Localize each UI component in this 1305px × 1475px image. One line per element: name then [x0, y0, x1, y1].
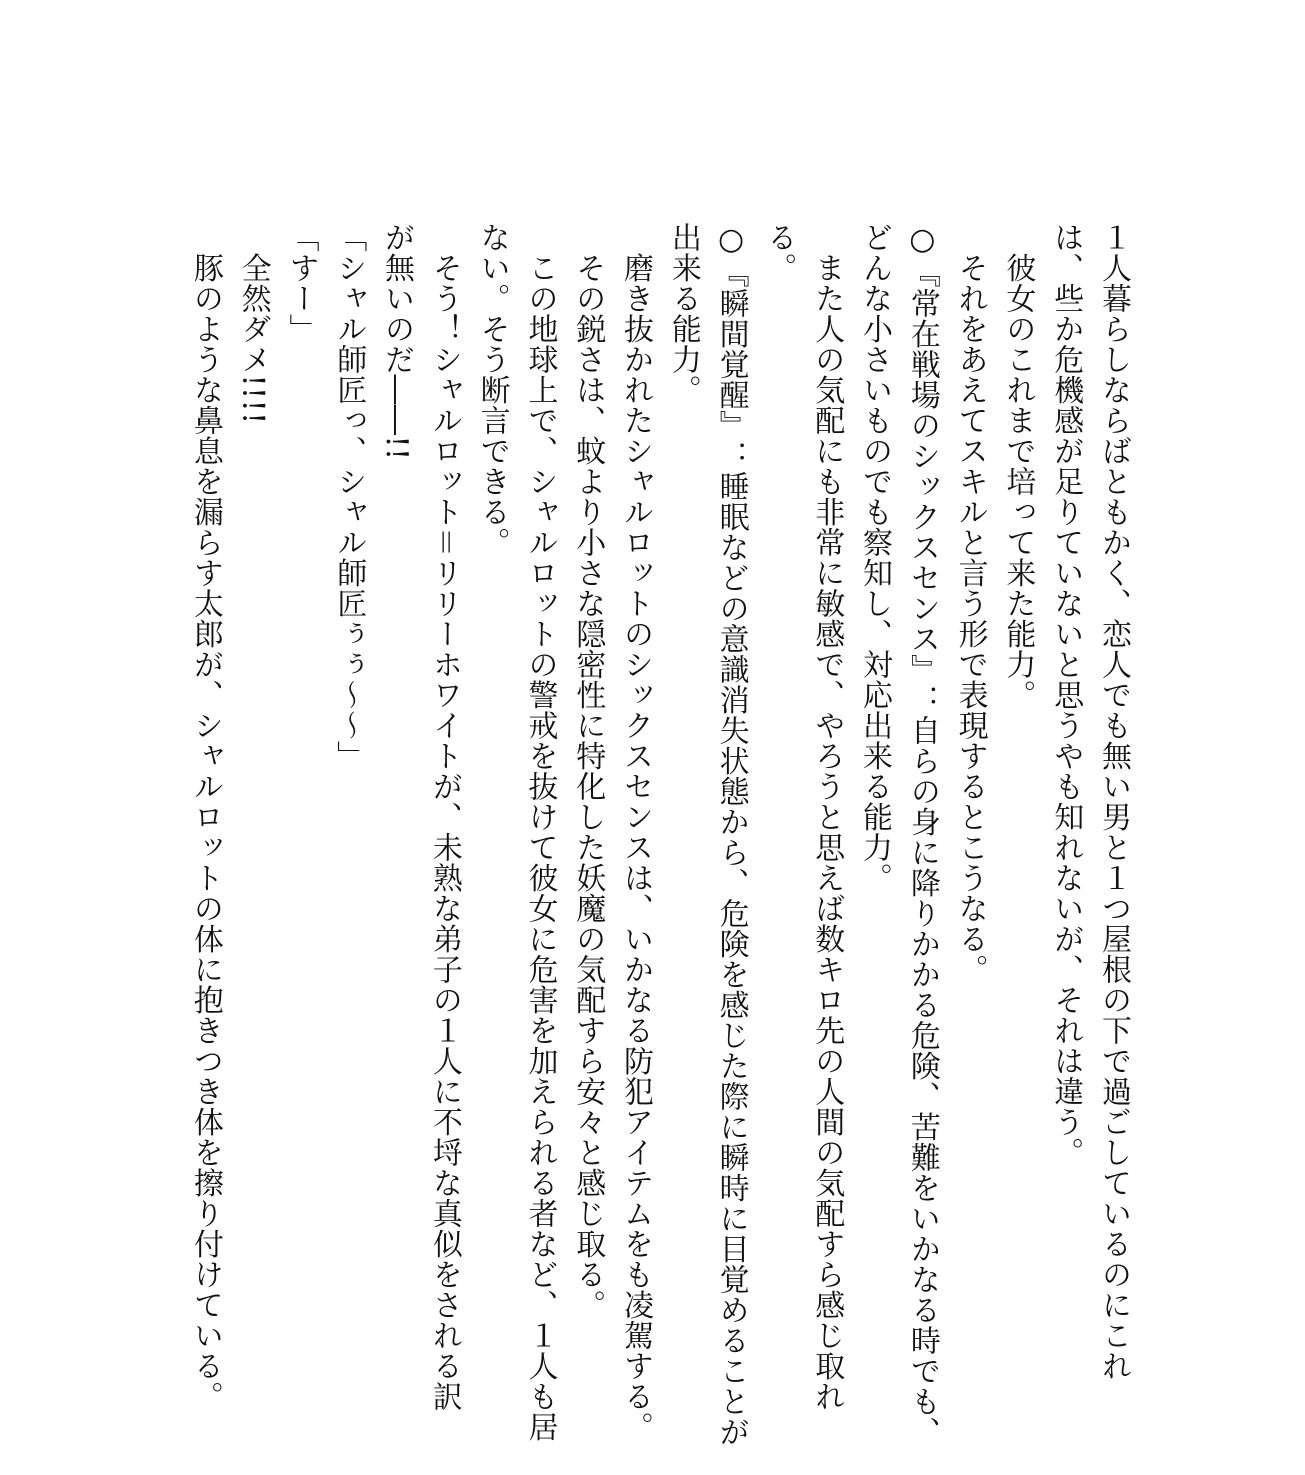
text-line: その鋭さは、蚊より小さな隠密性に特化した妖魔の気配すら安々と感じ取る。	[570, 222, 606, 1320]
text-line: は、些か危機感が足りていないと思うやも知れないが、それは違う。	[1048, 222, 1084, 1168]
text-line: そう！シャルロット＝リリーホワイトが、未熟な弟子の１人に不埒な真似をされる訳	[426, 222, 462, 1412]
text-line: る。	[761, 222, 797, 283]
text-line: どんな小さいものでも察知し、対応出来る能力。	[857, 222, 893, 893]
text-line: 豚のような鼻息を漏らす太郎が、シャルロットの体に抱きつき体を擦り付けている。	[187, 222, 223, 1412]
text-line: ない。そう断言できる。	[474, 222, 510, 558]
text-line: が無いのだ――!!	[379, 222, 415, 461]
text-line: この地球上で、シャルロットの警戒を抜けて彼女に危害を加えられる者など、１人も居	[522, 222, 558, 1442]
text-line: 「すー」	[283, 222, 319, 344]
text-line: 全然ダメ!!!!	[235, 222, 271, 425]
vertical-text-body	[181, 222, 1137, 1447]
text-line: ○『瞬間覚醒』：睡眠などの意識消失状態から、危険を感じた際に瞬時に目覚めることが	[713, 222, 749, 1447]
text-line: ○『常在戦場のシックスセンス』：自らの身に降りかかる危険、苦難をいかなる時でも、	[904, 222, 940, 1447]
text-line: また人の気配にも非常に敏感で、やろうと思えば数キロ先の人間の気配すら感じ取れ	[809, 222, 845, 1412]
text-line: 出来る能力。	[665, 222, 701, 405]
text-line: １人暮らしならばともかく、恋人でも無い男と１つ屋根の下で過ごしているのにこれ	[1096, 222, 1131, 1381]
text-line: 「シャル師匠っ、シャル師匠ぅぅ～～」	[331, 222, 367, 771]
text-line: 磨き抜かれたシャルロットのシックスセンスは、いかなる防犯アイテムをも凌駕する。	[618, 222, 654, 1442]
text-line: それをあえてスキルと言う形で表現するとこうなる。	[952, 222, 988, 985]
text-line: 彼女のこれまで培って来た能力。	[1000, 222, 1036, 710]
